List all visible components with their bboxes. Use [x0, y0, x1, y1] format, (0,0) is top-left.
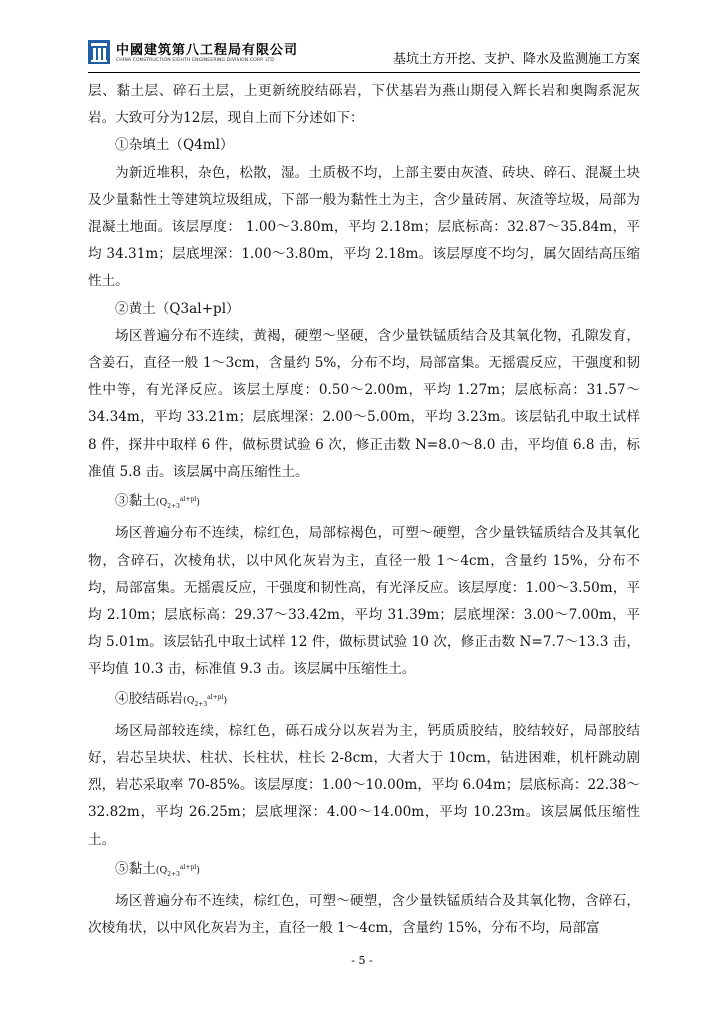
q-letter: Q: [159, 864, 168, 876]
layer-5-heading: [88, 854, 640, 888]
layer-5-geologic-code: $(Q_{2+3}^{al+pl})$: [155, 863, 200, 878]
layer-4-heading: [88, 684, 640, 718]
layer-2-text: 场区普遍分布不连续，黄褐，硬塑～坚硬，含少量铁锰质结合及其氧化物，孔隙发育，含姜石，直径一般 1～3cm，含量约 5%，分布不均，局部富集。无摇震反应，干强度和韧性中等，有光泽反应。该层土厚度：0.50～2.00m，平均 1.27m；层底标高：31.57～34.34m，平均 33.21m；层底埋深：2.00～5.00m，平均 3.23m。该层钻孔中取土试样 8 件，探井中取样 6 件，做标贯试验 6 次，修正击数 N=8.0～8.0 击，平均值 6.8 击，标准值 5.8 击。该层属中高压缩性土。: [88, 327, 640, 480]
layer-4-heading-label: ④胶结砾岩: [115, 690, 183, 707]
document-body: [88, 78, 640, 942]
q-superscript: al+pl: [207, 693, 224, 701]
layer-3-heading: [88, 486, 640, 520]
company-name-en: CHINA CONSTRUCTION EIGHTH ENGINEERING DIVISION CORP. LTD: [116, 58, 274, 63]
q-subscript: 2+3: [167, 870, 180, 878]
company-name-cn: 中國建筑第八工程局有限公司: [116, 43, 299, 58]
intro-paragraph: 层、黏土层、碎石土层，上更新统胶结砾岩，下伏基岩为燕山期侵入辉长岩和奥陶系泥灰岩。大致可分为12层，现自上而下分述如下：: [88, 83, 640, 127]
page-number: - 5 -: [351, 954, 373, 967]
layer-4-geologic-code: $(Q_{2+3}^{al+pl})$: [182, 693, 228, 708]
q-letter: Q: [186, 694, 195, 706]
layer-3-text: 场区普遍分布不连续，棕红色，局部棕褐色，可塑～硬塑，含少量铁锰质结合及其氧化物，含碎石，次棱角状，以中风化灰岩为主，直径一般 1～4cm，含量约 15%，分布不均，局部富集。无摇震反应，干强度和韧性高，有光泽反应。该层厚度：1.00～3.50m，平均 2.10m；层底标高：29.37～33.42m，平均 31.39m；层底埋深：3.00～7.00m，平均 5.01m。该层钻孔中取土试样 12 件，做标贯试验 10 次，修正击数 N=7.7～13.3 击，平均值 10.3 击，标准值 9.3 击。该层属中压缩性土。: [88, 525, 640, 678]
layer-4-text: 场区局部较连续，棕红色，砾石成分以灰岩为主，钙质质胶结，胶结较好，局部胶结好，岩芯呈块状、柱状、长柱状，柱长 2-8cm，大者大于 10cm，钻进困难，机杆跳动剧烈，岩芯采取率 70-85%。该层厚度：1.00～10.00m，平均 6.04m；层底标高：22.38～32.82m，平均 26.25m；层底埋深：4.00～14.00m，平均 10.23m。该层属低压缩性土。: [88, 722, 640, 848]
header-divider: [88, 72, 640, 73]
layer-5-text: 场区普遍分布不连续，棕红色，可塑～硬塑，含少量铁锰质结合及其氧化物，含碎石，次棱角状，以中风化灰岩为主，直径一般 1～4cm，含量约 15%，分布不均，局部富: [88, 893, 640, 937]
layer-1-heading: ①杂填土（Q4ml）: [115, 137, 234, 154]
q-subscript: 2+3: [194, 700, 208, 708]
company-logo-icon: [88, 40, 110, 64]
layer-3-geologic-code: $(Q_{2+3}^{al+pl})$: [155, 496, 200, 511]
page-header: [88, 36, 640, 70]
q-letter: Q: [159, 497, 168, 509]
layer-3-heading-label: ③黏土: [115, 493, 156, 510]
document-title: 基坑土方开挖、支护、降水及监测施工方案: [392, 52, 640, 67]
layer-1-text: 为新近堆积，杂色，松散，湿。土质极不均，上部主要由灰渣、砖块、碎石、混凝土块及少量黏性土等建筑垃圾组成，下部一般为黏性土为主，含少量砖屑、灰渣等垃圾，局部为混凝土地面。该层厚度： 1.00～3.80m，平均 2.18m；层底标高：32.87～35.84m，平均 34.31m；层底埋深：1.00～3.80m，平均 2.18m。该层厚度不均匀，属欠固结高压缩性土。: [88, 164, 640, 290]
q-superscript: al+pl: [179, 496, 197, 504]
layer-2-heading: ②黄土（Q3al+pl）: [115, 300, 240, 317]
q-subscript: 2+3: [167, 503, 180, 511]
layer-5-heading-label: ⑤黏土: [115, 860, 156, 877]
q-superscript: al+pl: [179, 863, 197, 871]
